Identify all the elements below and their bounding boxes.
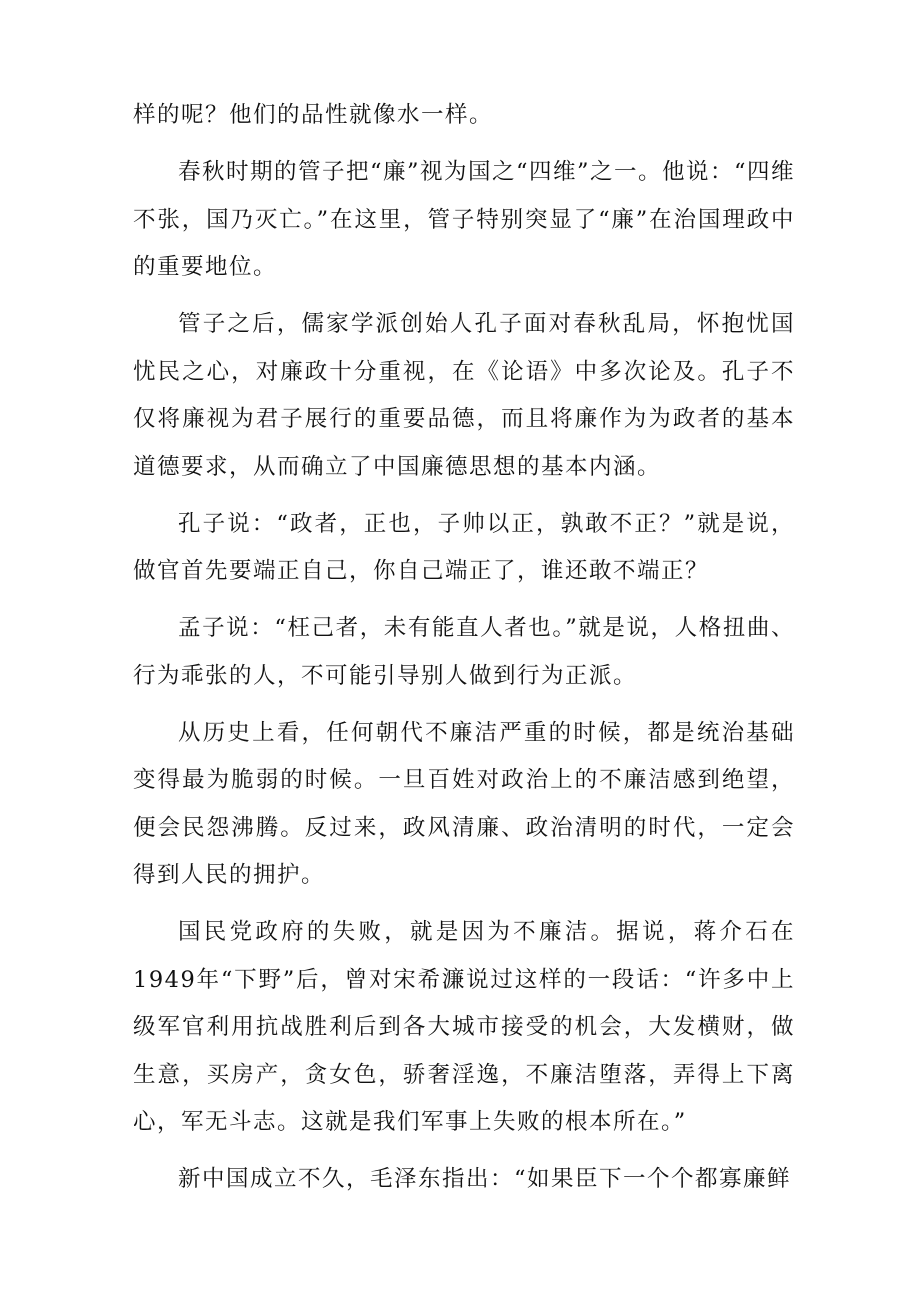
paragraph-6: 从历史上看，任何朝代不廉洁严重的时候，都是统治基础变得最为脆弱的时候。一旦百姓对政治上的不廉洁感到绝望，便会民怨沸腾。反过来，政风清廉、政治清明的时代，一定会得到人民的拥护。: [133, 719, 795, 888]
paragraph-2: 春秋时期的管子把“廉”视为国之“四维”之一。他说：“四维不张，国乃灭亡。”在这里，管子特别突显了“廉”在治国理政中的重要地位。: [133, 159, 796, 280]
paragraph-5: 孟子说：“枉己者，未有能直人者也。”就是说，人格扭曲、行为乖张的人，不可能引导别人做到行为正派。: [133, 615, 795, 689]
paragraph-7: 国民党政府的失败，就是因为不廉洁。据说，蒋介石在1949年“下野”后，曾对宋希濂说过这样的一段话：“许多中上级军官利用抗战胜利后到各大城市接受的机会，大发横财，做生意，买房产，贪女色，骄奢淫逸，不廉洁堕落，弄得上下离心，军无斗志。这就是我们军事上失败的根本所在。”: [133, 919, 795, 1135]
paragraph-1: 样的呢？他们的品性就像水一样。: [133, 102, 494, 128]
document-body: [133, 92, 795, 1213]
paragraph-3: 管子之后，儒家学派创始人孔子面对春秋乱局，怀抱忧国忧民之心，对廉政十分重视，在《论语》中多次论及。孔子不仅将廉视为君子展行的重要品德，而且将廉作为为政者的基本道德要求，从而确立了中国廉德思想的基本内涵。: [133, 311, 795, 480]
paragraph-4: 孔子说：“政者，正也，子帅以正，孰敢不正？”就是说，做官首先要端正自己，你自己端正了，谁还敢不端正？: [133, 510, 795, 584]
paragraph-8: 新中国成立不久，毛泽东指出：“如果臣下一个个都寡廉鲜: [178, 1166, 792, 1192]
